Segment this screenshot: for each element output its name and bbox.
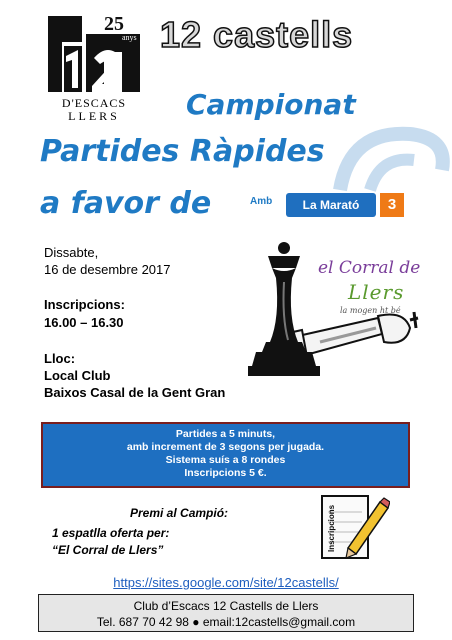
place-line1: Local Club: [44, 368, 111, 383]
inscription-time: 16.00 – 16.30: [44, 315, 124, 330]
headline-line2: Partides Ràpides: [40, 134, 325, 169]
tv3-logo-icon: 3: [380, 193, 404, 217]
place-line2: Baixos Casal de la Gent Gran: [44, 385, 226, 400]
logo-text-line1: D'ESCACS: [61, 96, 127, 110]
sponsor-line1: el Corral de: [318, 258, 421, 278]
prize-heading: Premi al Campió:: [130, 506, 229, 520]
place-label: Lloc:: [44, 351, 76, 366]
headline-line1: Campionat: [186, 88, 356, 121]
notepad-pencil-icon: [318, 492, 390, 564]
marato-name: La Marató: [286, 193, 376, 217]
marato-amb: Amb: [250, 196, 273, 207]
rule-line: Partides a 5 minuts,: [175, 428, 276, 440]
logo-number: 25: [104, 13, 124, 35]
notepad-label: Inscripcions: [327, 504, 336, 552]
date-label: Dissabte,: [44, 245, 99, 260]
sponsor-logo: [304, 256, 444, 326]
rule-line: amb increment de 3 segons per jugada.: [126, 441, 325, 453]
prize-line1: 1 espatlla oferta per:: [52, 526, 170, 540]
footer-contact-box: [38, 594, 414, 632]
date-value: 16 de desembre 2017: [44, 262, 171, 277]
inscription-label: Inscripcions:: [44, 297, 125, 312]
headline-line3: a favor de: [40, 186, 212, 221]
footer-club-name: Club d’Escacs 12 Castells de Llers: [133, 599, 319, 613]
marato-swirl-graphic: [330, 120, 450, 200]
footer-contact: Tel. 687 70 42 98 ● email:12castells@gmail.com: [96, 615, 356, 629]
sponsor-line2: Llers: [348, 280, 405, 304]
rule-line: Inscripcions 5 €.: [184, 467, 267, 479]
prize-line2: “El Corral de Llers”: [52, 543, 164, 557]
sponsor-line3: la mogen ht bé: [340, 306, 401, 315]
logo-word: anys: [122, 33, 137, 42]
club-website-link[interactable]: https://sites.google.com/site/12castells/: [113, 575, 339, 590]
club-title: 12 castells: [160, 14, 354, 55]
rules-box: [41, 422, 410, 488]
rule-line: Sistema suís a 8 rondes: [165, 454, 286, 466]
logo-text-line2: LLERS: [68, 109, 120, 123]
